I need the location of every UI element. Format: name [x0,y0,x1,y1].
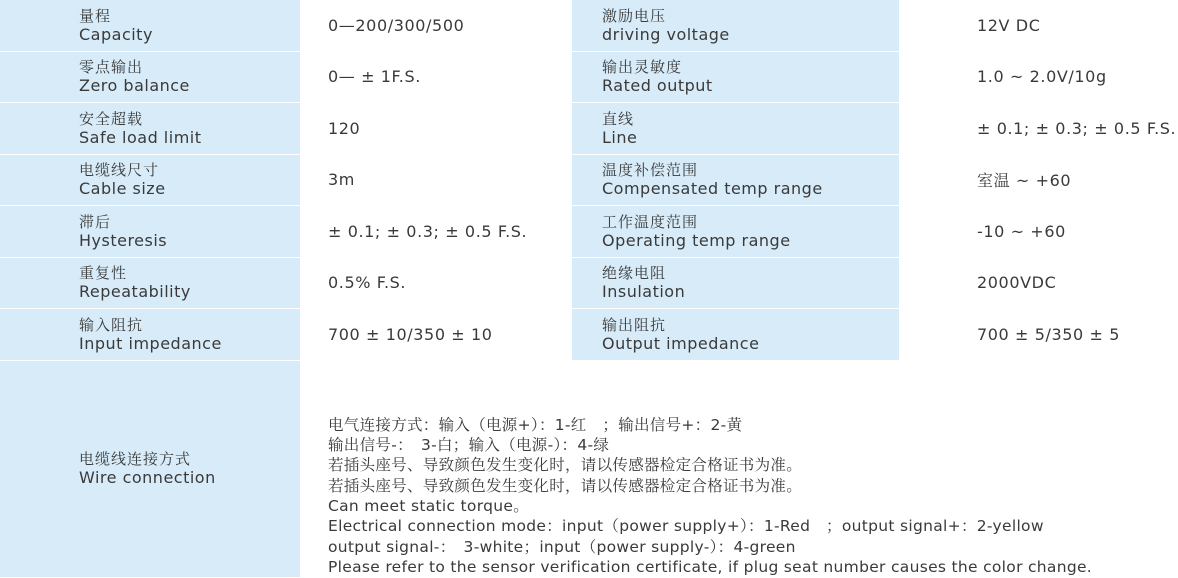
wire-line: output signal-： 3-white；input（power supply-）：4-green [328,537,796,556]
param-label-cell [0,258,300,309]
param-label-cell [0,103,300,154]
param-label-zh: 重复性 [79,264,128,283]
param-value: 120 [328,118,361,138]
param-value: ± 0.1; ± 0.3; ± 0.5 F.S. [328,221,528,241]
param-label-cell [572,155,899,206]
param-label-en: Capacity [79,24,153,44]
param-label-zh: 绝缘电阻 [602,264,667,283]
param-value: 2000VDC [977,273,1057,293]
param-value: 0.5% F.S. [328,273,407,293]
param-value-cell [300,309,572,360]
param-value: 1.0 ~ 2.0V/10g [977,67,1107,87]
param-value-cell [899,206,1178,257]
param-label-zh: 输出灵敏度 [602,58,683,77]
param-value-cell [899,155,1178,206]
spec-row-impedance [0,309,1178,361]
param-label-zh: 直线 [602,109,635,128]
param-value-cell [899,309,1178,360]
param-label-en: Line [602,127,638,147]
wire-description [300,361,1178,577]
param-label-en: Insulation [602,282,686,302]
param-label-cell [0,0,300,51]
param-label-en: Repeatability [79,282,191,302]
wire-line: Electrical connection mode：input（power supply+）：1-Red ；output signal+：2-yellow [328,517,1044,536]
param-label-zh: 温度补偿范围 [602,161,699,180]
param-label-en: Operating temp range [602,230,791,250]
param-value: 700 ± 5/350 ± 5 [977,324,1120,344]
spec-row-repeatability [0,258,1178,310]
param-label-en: Input impedance [79,333,222,353]
wire-line: 输出信号-： 3-白；输入（电源-）：4-绿 [328,435,610,454]
param-value-cell [300,155,572,206]
wire-line: Can meet static torque。 [328,497,529,516]
spec-row-zero-balance [0,52,1178,104]
wire-label-en: Wire connection [79,468,216,487]
param-value: ± 0.1; ± 0.3; ± 0.5 F.S. [977,118,1177,138]
param-value-cell [899,52,1178,103]
param-label-zh: 滞后 [79,212,112,231]
param-value-cell [899,0,1178,51]
param-label-en: Hysteresis [79,230,168,250]
param-value: 0—200/300/500 [328,15,465,35]
param-value: 12V DC [977,15,1041,35]
param-label-zh: 激励电压 [602,6,667,25]
spec-row-capacity [0,0,1178,52]
param-value: -10 ~ +60 [977,221,1066,241]
param-label-cell [572,258,899,309]
param-value: 3m [328,170,355,190]
wire-line: 电气连接方式：输入（电源+）：1-红 ；输出信号+：2-黄 [328,415,743,434]
wire-line: 若插头座号、导致颜色发生变化时，请以传感器检定合格证书为准。 [328,456,803,475]
param-label-en: Cable size [79,179,166,199]
param-label-zh: 量程 [79,6,112,25]
param-label-zh: 零点输出 [79,58,144,77]
param-label-zh: 工作温度范围 [602,212,699,231]
param-label-cell [0,309,300,360]
param-label-en: Rated output [602,76,713,96]
param-value-cell [300,0,572,51]
param-value: 0— ± 1F.S. [328,67,421,87]
param-value-cell [300,206,572,257]
param-label-cell [0,206,300,257]
param-value-cell [300,103,572,154]
wire-line: 若插头座号、导致颜色发生变化时，请以传感器检定合格证书为准。 [328,476,803,495]
param-label-cell [572,52,899,103]
param-label-en: driving voltage [602,24,730,44]
param-label-zh: 输出阻抗 [602,315,667,334]
param-label-en: Output impedance [602,333,760,353]
param-label-cell [0,52,300,103]
wire-connection-row [0,361,1178,577]
wire-line: Please refer to the sensor verification certificate, if plug seat number causes the color change. [328,558,1093,577]
param-value-cell [300,258,572,309]
param-label-cell [572,309,899,360]
param-value-cell [899,103,1178,154]
param-value: 700 ± 10/350 ± 10 [328,324,493,344]
param-label-cell [572,0,899,51]
wire-label-zh: 电缆线连接方式 [79,450,192,468]
spec-row-safe-load [0,103,1178,155]
spec-row-hysteresis [0,206,1178,258]
param-label-zh: 电缆线尺寸 [79,161,160,180]
param-value-cell [899,258,1178,309]
wire-label-cell [0,361,300,577]
param-value-cell [300,52,572,103]
param-value: 室温 ~ +60 [977,171,1072,191]
spec-row-cable-size [0,155,1178,207]
param-label-en: Zero balance [79,76,190,96]
param-label-cell [572,206,899,257]
param-label-cell [572,103,899,154]
param-label-zh: 输入阻抗 [79,315,144,334]
param-label-en: Compensated temp range [602,179,823,199]
param-label-en: Safe load limit [79,127,202,147]
param-label-zh: 安全超载 [79,109,144,128]
param-label-cell [0,155,300,206]
